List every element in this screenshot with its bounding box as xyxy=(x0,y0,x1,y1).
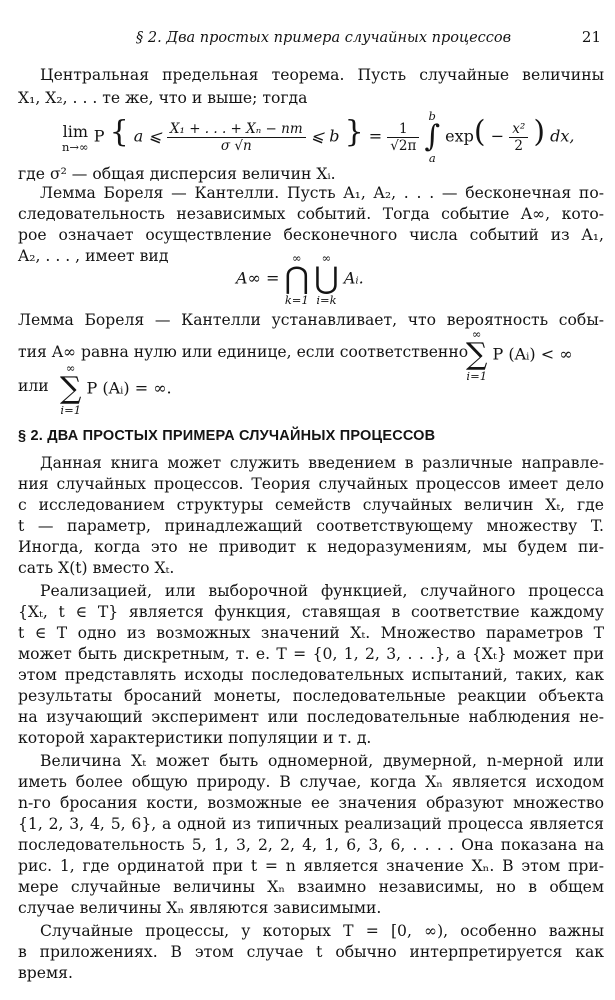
text-line: Лемма Бореля — Кантелли устанавливает, что вероятность собы- xyxy=(18,311,604,329)
limit-operator: lim n→∞ xyxy=(62,121,89,154)
text-line: последовательность 5, 1, 3, 2, 2, 4, 1, 6, 3, 6, . . . . Она показана на xyxy=(18,836,604,854)
clt-fraction: $\frac{\text{X₁ + . . . + Xₙ − nm}}{\sigma √n}$ xyxy=(167,121,306,154)
text-line: A₂, . . . , имеет вид xyxy=(18,247,169,265)
formula-clt: lim n→∞ P { a ⩽ $\frac{\text{X₁ + . . . + Xₙ − nm}}{\sigma √n}$ ⩽ b } = $\frac{1}{√2\pi}$ b ∫ a exp( − $\frac{\text{x²}}{2}$ ) dx, xyxy=(62,109,575,165)
text-line: рис. 1, где ординатой при t = n является значение Xₙ. В этом при- xyxy=(18,857,604,875)
text-line: Величина Xₜ может быть одномерной, двумерной, n-мерной или xyxy=(40,752,604,770)
text-line: результаты бросаний монеты, последовательные реакции объекта xyxy=(18,687,604,705)
text-line: Случайные процессы, у которых T = [0, ∞), особенно важны xyxy=(40,922,604,940)
text-line: с исследованием структуры семейств случайных величин Xₜ, где xyxy=(18,496,604,514)
text-line: Данная книга может служить введением в различные направле- xyxy=(40,454,604,472)
formula-a-infinity: A∞ = ∞ ⋂ k=1 ∞ ⋃ i=k Aᵢ. xyxy=(236,251,364,307)
text-line: Иногда, когда это не приводит к недоразумениям, мы будем пи- xyxy=(18,538,604,556)
integral-operator: b ∫ a xyxy=(424,109,441,165)
text-line: тия A∞ равна нулю или единице, если соответственно xyxy=(18,343,469,361)
page-header xyxy=(18,28,603,50)
text-line: иметь более общую природу. В случае, когда Xₙ является исходом xyxy=(18,773,604,791)
text-line: Лемма Бореля — Кантелли. Пусть A₁, A₂, . . . — бесконечная по- xyxy=(40,184,604,202)
text-line: на изучающий эксперимент или последовательные наблюдения не- xyxy=(18,708,604,726)
formula-sum-infinite: ∞ ∑ i=1 P (Aᵢ) = ∞. xyxy=(60,361,172,417)
text-line: следовательность независимых событий. Тогда событие A∞, кото- xyxy=(18,205,604,223)
sum-operator: ∞ ∑ i=1 xyxy=(466,327,488,383)
text-line: ния случайных процессов. Теория случайных процессов имеет дело xyxy=(18,475,604,493)
text-line: сать X(t) вместо Xₜ. xyxy=(18,559,175,577)
text-line: случае величины Xₙ являются зависимыми. xyxy=(18,899,382,917)
text-line: может быть дискретным, т. е. T = {0, 1, 2, 3, . . .}, а {Xₜ} может при xyxy=(18,645,604,663)
text-line: рое означает осуществление бесконечного числа событий из A₁, xyxy=(18,226,604,244)
formula-sum-finite: ∞ ∑ i=1 P (Aᵢ) < ∞ xyxy=(466,327,573,383)
exponent-fraction: $\frac{\text{x²}}{2}$ xyxy=(509,121,528,154)
running-title: § 2. Два простых примера случайных процессов xyxy=(136,30,512,46)
text-line: t ∈ T одно из возможных значений Xₜ. Множество параметров T xyxy=(18,624,604,642)
text-line: n-го бросания кости, возможные ее значения образуют множество xyxy=(18,794,604,812)
section-heading: § 2. ДВА ПРОСТЫХ ПРИМЕРА СЛУЧАЙНЫХ ПРОЦЕССОВ xyxy=(18,428,436,444)
text-line: или xyxy=(18,377,49,395)
page-number: 21 xyxy=(581,28,601,46)
text-line: t — параметр, принадлежащий соответствующему множеству T. xyxy=(18,517,604,535)
text-line: время. xyxy=(18,964,73,982)
text-line: {1, 2, 3, 4, 5, 6}, а одной из типичных реализаций процесса является xyxy=(18,815,604,833)
text-line: Центральная предельная теорема. Пусть случайные величины xyxy=(40,66,604,84)
intersection-operator: ∞ ⋂ k=1 xyxy=(284,251,310,307)
union-operator: ∞ ⋃ i=k xyxy=(314,251,339,307)
text-line: этом представлять исходы последовательных испытаний, таких, как xyxy=(18,666,604,684)
normal-constant: $\frac{1}{√2\pi}$ xyxy=(387,121,419,154)
text-line: Реализацией, или выборочной функцией, случайного процесса xyxy=(40,582,604,600)
sum-operator: ∞ ∑ i=1 xyxy=(60,361,82,417)
text-line: мере случайные величины Xₙ взаимно независимы, но в общем xyxy=(18,878,604,896)
text-line: которой характеристики популяции и т. д. xyxy=(18,729,372,747)
text-line: в приложениях. В этом случае t обычно интерпретируется как xyxy=(18,943,604,961)
text-line: X₁, X₂, . . . те же, что и выше; тогда xyxy=(18,89,308,107)
text-line: {Xₜ, t ∈ T} является функция, ставящая в соответствие каждому xyxy=(18,603,604,621)
text-line: где σ² — общая дисперсия величин Xᵢ. xyxy=(18,165,336,183)
